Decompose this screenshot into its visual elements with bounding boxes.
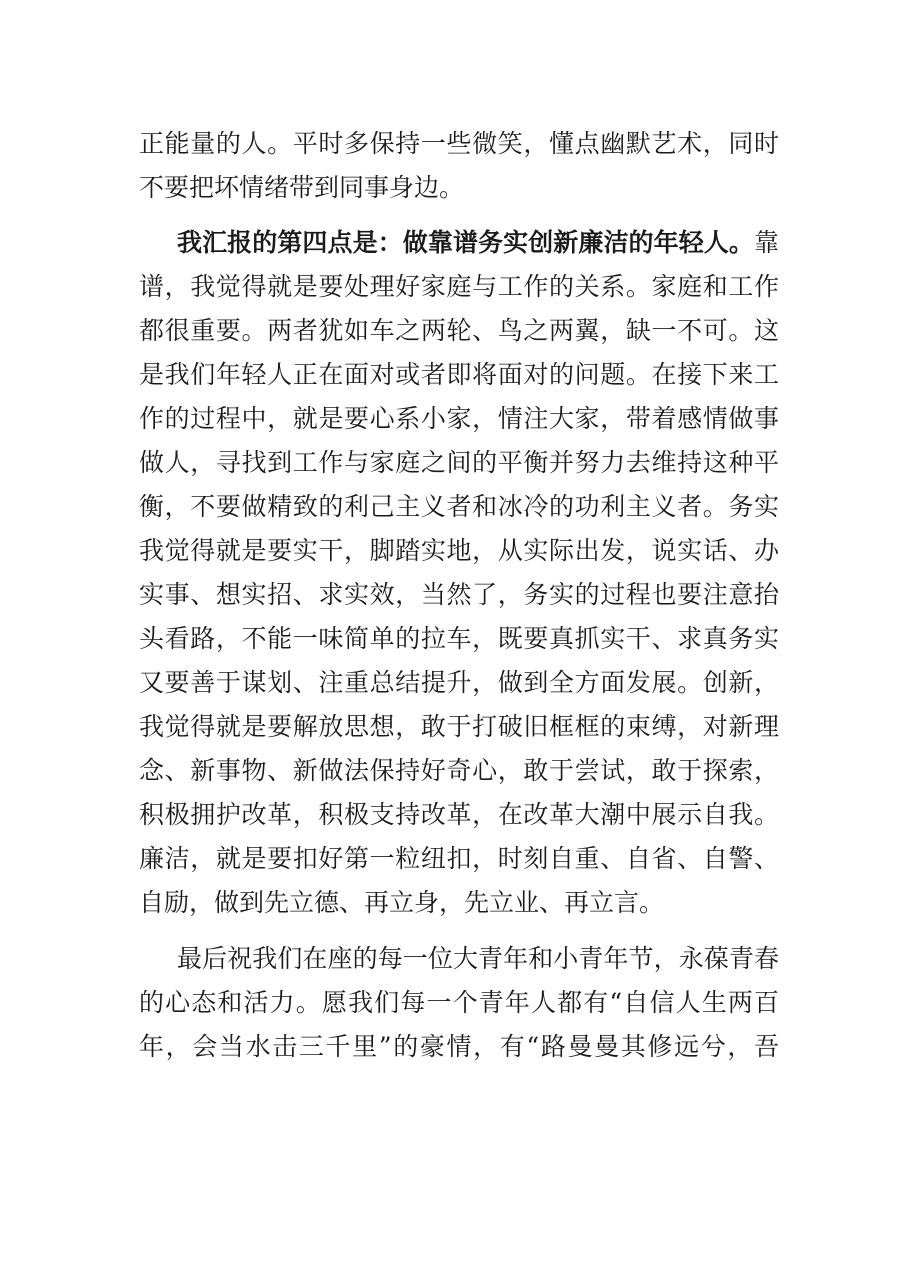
line-text: 作的过程中，就是要心系小家，情注大家，带着感情做事 (139, 404, 779, 433)
line-text: 年，会当水击三千里”的豪情，有“路曼曼其修远兮，吾 (139, 1032, 779, 1061)
line-text: 是我们年轻人正在面对或者即将面对的问题。在接下来工 (139, 360, 779, 389)
line-text: 做人，寻找到工作与家庭之间的平衡并努力去维持这种平 (139, 448, 779, 477)
line-text: 都很重要。两者犹如车之两轮、鸟之两翼，缺一不可。这 (139, 316, 779, 345)
line-text: 念、新事物、新做法保持好奇心，敢于尝试，敢于探索， (139, 756, 779, 785)
line-text: 廉洁，就是要扣好第一粒纽扣，时刻自重、自省、自警、 (139, 844, 779, 873)
line-text: 头看路，不能一味简单的拉车，既要真抓实干、求真务实 (139, 624, 779, 653)
paragraph-line-1 (139, 124, 779, 164)
paragraph-line-8 (139, 443, 779, 483)
paragraph-line-5 (139, 311, 779, 351)
paragraph-line-3 (177, 223, 779, 263)
line-text: 衡，不要做精致的利己主义者和冰冷的功利主义者。务实 (139, 492, 779, 521)
paragraph-line-11 (139, 575, 779, 615)
paragraph-line-10 (139, 531, 779, 571)
paragraph-line-7 (139, 399, 779, 439)
paragraph-line-12 (139, 619, 779, 659)
paragraph-line-18 (139, 883, 779, 923)
paragraph-line-17 (139, 839, 779, 879)
line-text: 的心态和活力。愿我们每一个青年人都有“自信人生两百 (139, 988, 779, 1017)
paragraph-line-9 (139, 487, 779, 527)
paragraph-line-20 (139, 983, 779, 1023)
paragraph-line-6 (139, 355, 779, 395)
line-text: 不要把坏情绪带到同事身边。 (139, 173, 465, 202)
line-text: 谱，我觉得就是要处理好家庭与工作的关系。家庭和工作 (139, 272, 779, 301)
paragraph-line-14 (139, 707, 779, 747)
line-text: 积极拥护改革，积极支持改革，在改革大潮中展示自我。 (139, 800, 779, 829)
paragraph-line-2 (139, 168, 779, 208)
line-text: 正能量的人。平时多保持一些微笑，懂点幽默艺术，同时 (139, 129, 779, 158)
paragraph-line-13 (139, 663, 779, 703)
line-text: 实事、想实招、求实效，当然了，务实的过程也要注意抬 (139, 580, 779, 609)
line-text: 我觉得就是要实干，脚踏实地，从实际出发，说实话、办 (139, 536, 779, 565)
line-text: 靠 (753, 228, 779, 257)
section-heading: 我汇报的第四点是：做靠谱务实创新廉洁的年轻人。 (177, 228, 754, 257)
line-text: 又要善于谋划、注重总结提升，做到全方面发展。创新， (139, 668, 779, 697)
line-text: 最后祝我们在座的每一位大青年和小青年节，永葆青春 (177, 944, 779, 973)
paragraph-line-16 (139, 795, 779, 835)
paragraph-line-4 (139, 267, 779, 307)
line-text: 我觉得就是要解放思想，敢于打破旧框框的束缚，对新理 (139, 712, 779, 741)
paragraph-line-21 (139, 1027, 779, 1067)
paragraph-line-15 (139, 751, 779, 791)
paragraph-line-19 (177, 939, 779, 979)
line-text: 自励，做到先立德、再立身，先立业、再立言。 (139, 888, 665, 917)
